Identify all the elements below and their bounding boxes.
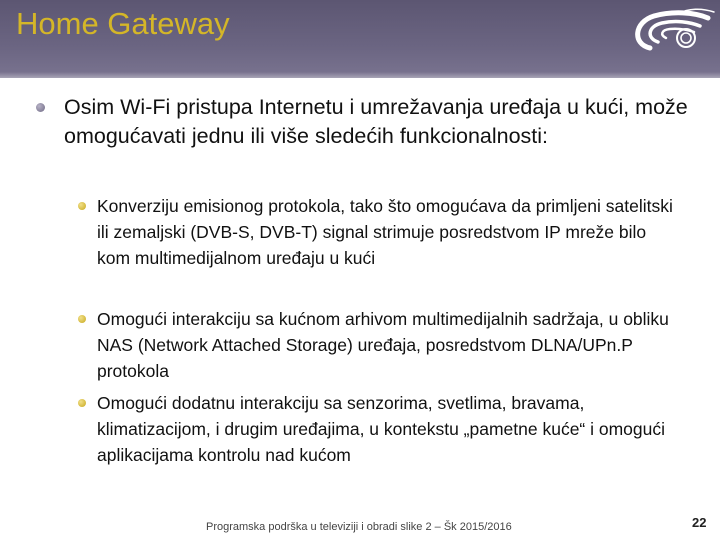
slide-title: Home Gateway [16,6,230,41]
bullet-dot-icon [78,315,86,323]
bullet-dot-icon [78,399,86,407]
sub-bullet-text: Konverziju emisionog protokola, tako što omogućava da primljeni satelitski ili zemaljski (DVB-S, DVB-T) signal strimuje posredstvom IP mreže bilo kom multimedijalnom uređaju u kući [97,196,673,268]
bullet-dot-icon [78,202,86,210]
sub-bullet-text: Omogući interakciju sa kućnom arhivom multimedijalnih sadržaja, u obliku NAS (Network Attached Storage) uređaja, posredstvom DLNA/UPn.P protokola [97,309,669,381]
sub-bullet-text: Omogući dodatnu interakciju sa senzorima, svetlima, bravama, klimatizacijom, i drugim uređajima, u kontekstu „pametne kuće“ i omogući aplikacijama kontrolu nad kućom [97,393,666,465]
signal-swirl-logo-icon [628,4,718,56]
slide-header [0,0,720,78]
bullet-dot-icon [36,103,45,112]
page-number: 22 [692,515,707,530]
footer-text: Programska podrška u televiziji i obradi slike 2 – Šk 2015/2016 [206,521,512,533]
main-bullet-text: Osim Wi-Fi pristupa Internetu i umrežavanja uređaja u kući, može omogućavati jednu ili više sledećih funkcionalnosti: [64,95,688,148]
header-shade [0,72,720,78]
